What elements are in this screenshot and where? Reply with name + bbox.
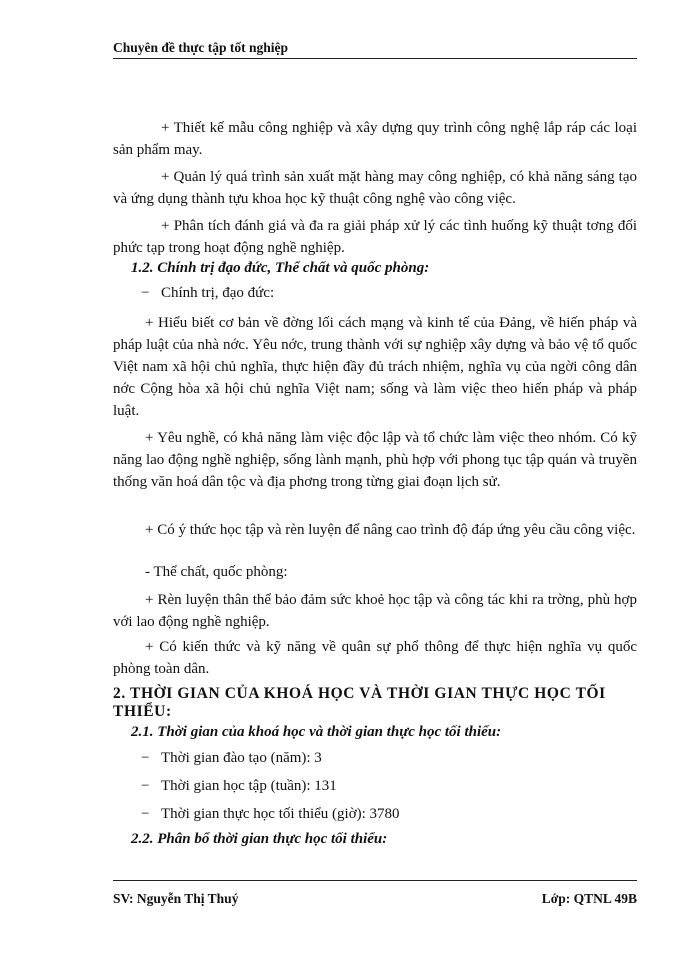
list-item: − Thời gian thực học tối thiểu (giờ): 3780 (141, 806, 400, 822)
footer-student: SV: Nguyễn Thị Thuý (113, 891, 239, 906)
list-item: − Thời gian đào tạo (năm): 3 (141, 750, 322, 766)
list-item: − Thời gian học tập (tuần): 131 (141, 778, 337, 794)
paragraph: + Hiểu biết cơ bản về đờng lối cách mạng và kinh tế của Đảng, về hiến pháp và pháp luật của nhà nớc. Yêu nớc, trung thành với sự nghiệp xây dựng và bảo vệ tổ quốc Việt nam xã hội chủ nghĩa, thực hiện đầy đủ trách nhiệm, nghĩa vụ của ngời công dân nớc Cộng hòa xã hội chủ nghĩa Việt nam; sống và làm việc theo hiến pháp và pháp luật. (113, 315, 637, 419)
footer-class: Lớp: QTNL 49B (541, 891, 637, 906)
paragraph: + Có ý thức học tập và rèn luyện để nâng cao trình độ đáp ứng yêu cầu công việc. (145, 522, 636, 538)
dash-bullet: − (141, 750, 150, 766)
paragraph: + Phân tích đánh giá và đa ra giải pháp xử lý các tình huống kỹ thuật tơng đối phức tạp trong hoạt động nghề nghiệp. (113, 218, 637, 256)
dash-bullet: − (141, 778, 150, 794)
section-heading-2-1: 2.1. Thời gian của khoá học và thời gian thực học tối thiểu: (131, 724, 502, 740)
page-footer (113, 880, 637, 906)
page-header (113, 40, 637, 59)
paragraph: + Quản lý quá trình sản xuất mặt hàng may công nghiệp, có khả năng sáng tạo và ứng dụng thành tựu khoa học kỹ thuật công nghệ vào công việc. (113, 169, 637, 207)
paragraph: + Rèn luyện thân thể bảo đảm sức khoẻ học tập và công tác khi ra trờng, phù hợp với lao động nghề nghiệp. (113, 592, 637, 630)
paragraph: + Thiết kế mẫu công nghiệp và xây dựng quy trình công nghệ lắp ráp các loại sản phẩm may. (113, 120, 637, 158)
dash-item: − Chính trị, đạo đức: (141, 285, 275, 301)
paragraph: + Yêu nghề, có khả năng làm việc độc lập và tổ chức làm việc theo nhóm. Có kỹ năng lao động nghề nghiệp, sống lành mạnh, phù hợp với phong tục tập quán và truyền thống văn hoá dân tộc và địa phơng trong từng giai đoạn lịch sử. (113, 430, 637, 490)
dash-bullet: − (141, 806, 150, 822)
section-heading-1-2: 1.2. Chính trị đạo đức, Thể chất và quốc phòng: (131, 260, 430, 276)
header-title: Chuyên đề thực tập tốt nghiệp (113, 40, 288, 55)
dash-bullet: − (141, 285, 150, 301)
dash-item: - Thể chất, quốc phòng: (145, 564, 288, 580)
section-heading-2-2: 2.2. Phân bổ thời gian thực học tối thiểu: (131, 831, 388, 847)
paragraph: + Có kiến thức và kỹ năng về quân sự phổ thông để thực hiện nghĩa vụ quốc phòng toàn dân. (113, 639, 637, 677)
section-heading-2: 2. THỜI GIAN CỦA KHOÁ HỌC VÀ THỜI GIAN THỰC HỌC TỐI THIỂU: (113, 685, 606, 720)
